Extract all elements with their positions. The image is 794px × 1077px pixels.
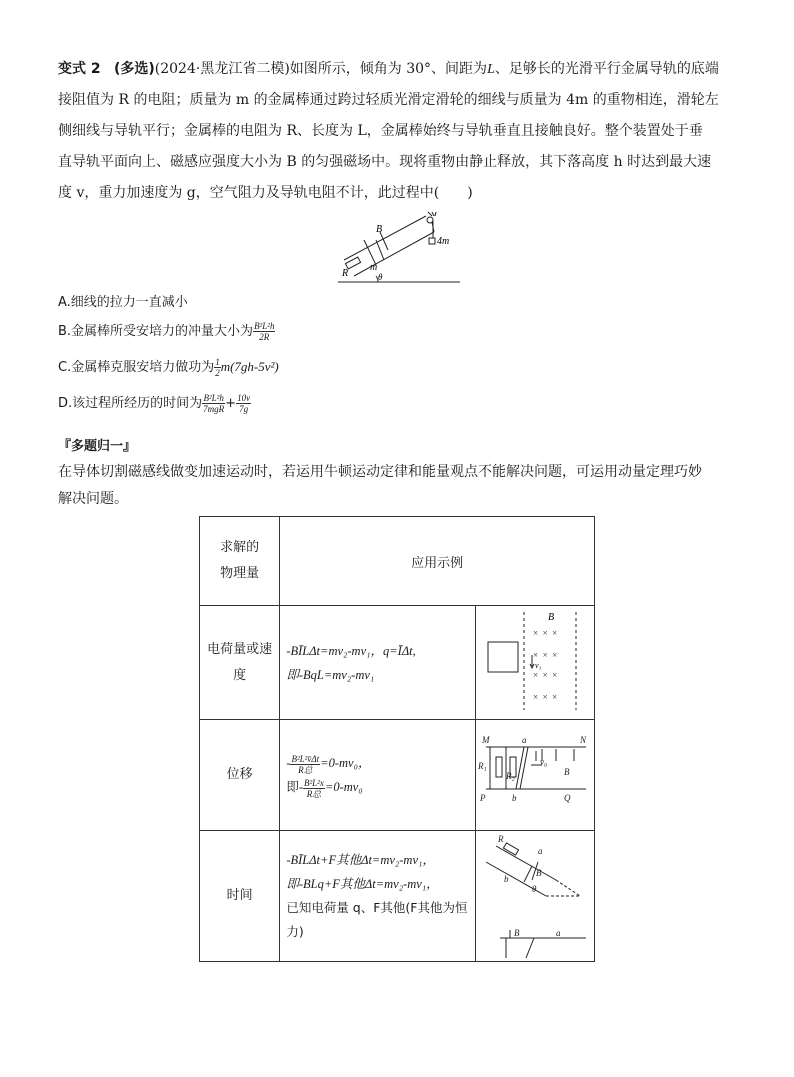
option-d-num2: 10v [237, 393, 251, 403]
option-a: A.细线的拉力一直减小 [58, 295, 188, 310]
fig-label-B: B [376, 224, 383, 235]
option-c-rest: m(7gh-5v²) [220, 359, 279, 374]
fig-label-R: R [342, 268, 349, 279]
problem-text-1c: 、足够长的光滑平行金属导轨的底端 [494, 61, 719, 77]
row2-name: 位移 [200, 720, 280, 831]
row2-fig-label-v0: v₀ [540, 756, 548, 767]
summary-tag: 『多题归一』 [58, 439, 137, 454]
option-d [58, 392, 251, 414]
problem-label: 变式 2 [58, 61, 101, 77]
option-b-prefix: B.金属棒所受安培力的冲量大小为 [58, 324, 254, 339]
problem-text-1: 如图所示，倾角为 30°、间距为 [289, 61, 488, 77]
row3-formula [280, 831, 476, 962]
row2-formula-line-1: - $\frac{\text{B²L²v̄Δt}}{\text{R总}}$ =0-mv₀， [286, 753, 371, 775]
row3-fig2-label-B: B [514, 927, 520, 938]
option-d-plus: + [225, 396, 237, 411]
option-d-den1: 7mgR [203, 404, 225, 414]
svg-text:× × ×: × × × [533, 692, 558, 702]
option-b-den: 2R [259, 332, 270, 342]
row1-name [200, 606, 280, 720]
row3-formula-line-3: 已知电荷量 q、F其他(F其他为恒 [286, 900, 468, 915]
option-d-num1: B²L²h [203, 393, 224, 403]
header-cell-quantity [200, 517, 280, 606]
row2-f1-fraction [290, 754, 320, 775]
row1-formula-line-2: 即-BqL=mv₂-mv₁ [286, 667, 375, 682]
row1-figure-cell [476, 606, 595, 720]
row3-figure-cell [476, 831, 595, 962]
row3-formula-line-2: 即-BLq+F其他Δt=mv₂-mv₁， [286, 877, 439, 891]
row3-fig-label-B: B [536, 867, 542, 878]
row2-fig-label-b: b [512, 792, 517, 803]
row3-figure [476, 832, 592, 958]
row2-f2-num: B²L²x [303, 777, 324, 788]
option-d-prefix: D.该过程所经历的时间为 [58, 396, 203, 411]
row2-f2-den: R总 [306, 788, 322, 799]
header-quantity-line-1: 求解的 [220, 540, 260, 555]
problem-type: (多选) [113, 61, 155, 77]
row2-fig-label-M: M [482, 734, 490, 745]
svg-text:× × ×: × × × [533, 650, 558, 660]
table-header-row [200, 517, 595, 606]
row2-formula-line-2 [286, 775, 475, 799]
row3-fig-label-R: R [498, 833, 504, 844]
row2-fig-label-B: B [564, 766, 570, 777]
row2-formula [280, 720, 476, 831]
row3-formula-line-4: 力) [286, 924, 304, 939]
problem-source: (2024·黑龙江省二模) [154, 61, 290, 77]
option-d-den2: 7g [239, 404, 249, 414]
row2-figure-cell [476, 720, 595, 831]
row2-fig-label-N: N [580, 734, 587, 745]
incline-figure [334, 210, 464, 286]
summary-line-2: 解决问题。 [58, 491, 128, 507]
problem-statement [58, 54, 738, 209]
row1-fig-label-B: B [548, 612, 555, 623]
row2-fig-label-R2: R₂ [506, 770, 515, 781]
option-b-fraction [253, 321, 275, 342]
header-cell-example: 应用示例 [280, 517, 595, 606]
row2-f2-rest: =0-mv₀ [324, 780, 363, 794]
fig-label-weight: 4m [437, 236, 450, 247]
row1-figure [476, 606, 592, 716]
svg-text:× × ×: × × × [533, 628, 558, 638]
table-row [200, 606, 595, 720]
row1-fig-label-v: v₁ [535, 661, 542, 670]
row1-formula-line-1: -BĪLΔt=mv₂-mv₁，q=ĪΔt, [286, 643, 416, 658]
row2-figure [476, 721, 592, 827]
row3-fig-label-a: a [538, 845, 543, 856]
summary-text [58, 459, 738, 513]
summary-table [199, 516, 595, 962]
table-row [200, 720, 595, 831]
problem-line-5: 度 v，重力加速度为 g，空气阻力及导轨电阻不计，此过程中( ) [58, 185, 473, 201]
option-c-num: 1 [215, 357, 220, 367]
row2-f2-prefix: 即- [286, 780, 303, 794]
row1-name-line-1: 电荷量或速 [207, 641, 273, 657]
problem-text-1b: L [487, 62, 495, 77]
row2-fig-label-a: a [522, 734, 527, 745]
row3-formula-line-1: -BĪLΔt+F其他Δt=mv₂-mv₁， [286, 853, 435, 867]
row2-fig-label-P: P [480, 792, 486, 803]
fig-label-theta: θ [378, 272, 383, 282]
row3-name: 时间 [200, 831, 280, 962]
header-quantity-line-2: 物理量 [220, 566, 260, 581]
row2-fig-label-Q: Q [564, 792, 571, 803]
option-d-fraction-1 [202, 393, 225, 414]
svg-text:× × ×: × × × [533, 670, 558, 680]
row2-f1-num: B²L²v̄Δt [291, 753, 320, 764]
option-c [58, 356, 279, 378]
problem-line-1 [58, 54, 738, 85]
row1-formula [280, 606, 476, 720]
row2-f1-rest: =0-mv₀， [320, 756, 371, 770]
option-d-fraction-2 [236, 393, 251, 414]
row3-fig-label-theta: θ [532, 883, 537, 894]
fig-label-m: m [370, 262, 378, 273]
option-b-num: B²L²h [254, 321, 275, 331]
option-b [58, 320, 275, 342]
problem-line-2: 接阻值为 R 的电阻；质量为 m 的金属棒通过跨过轻质光滑定滑轮的细线与质量为 4m 的重物相连，滑轮左 [58, 92, 719, 108]
summary-line-1: 在导体切割磁感线做变加速运动时，若运用牛顿运动定律和能量观点不能解决问题，可运用动量定理巧妙 [58, 464, 702, 480]
problem-line-4: 直导轨平面向上、磁感应强度大小为 B 的匀强磁场中。现将重物由静止释放，其下落高度 h 时达到最大速 [58, 154, 712, 170]
row2-f2-fraction [303, 778, 325, 799]
option-c-den: 2 [215, 368, 220, 378]
row3-fig-label-b: b [504, 873, 509, 884]
row3-fig2-label-a: a [556, 927, 561, 938]
row1-name-line-2: 度 [233, 667, 247, 683]
row2-fig-label-R1: R₁ [478, 760, 487, 771]
table-row [200, 831, 595, 962]
problem-line-3: 侧细线与导轨平行；金属棒的电阻为 R、长度为 L，金属棒始终与导轨垂直且接触良好。整个装置处于垂 [58, 123, 703, 139]
option-c-prefix: C.金属棒克服安培力做功为 [58, 360, 215, 375]
row2-f1-den: R总 [298, 764, 313, 775]
